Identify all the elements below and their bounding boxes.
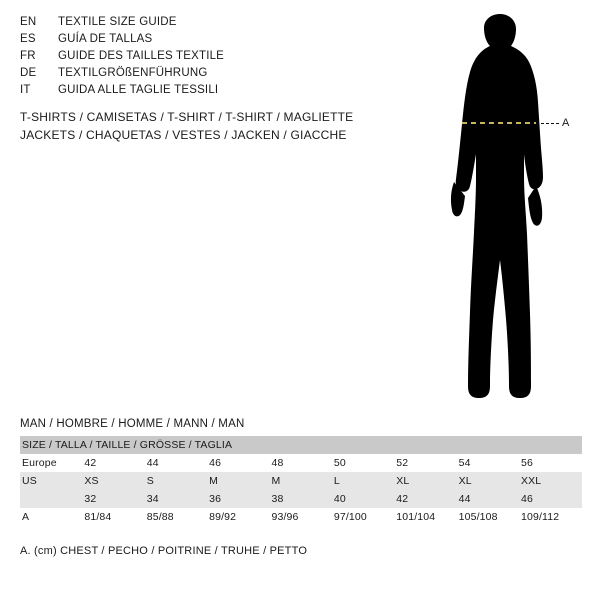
legend-row [20,84,380,101]
table-row [20,472,582,490]
cell: 52 [396,457,409,469]
legend-text: TEXTILGRÖßENFÜHRUNG [58,67,208,79]
legend-row [20,67,380,84]
legend-code: IT [20,84,31,96]
legend-text: GUÍA DE TALLAS [58,33,153,45]
cell: 42 [84,457,97,469]
cell: 105/108 [458,511,498,523]
legend-code: ES [20,33,36,45]
cell: M [209,475,219,487]
garment-categories [20,110,420,146]
cell: 54 [458,457,471,469]
cell: 38 [271,493,284,505]
category-line-tshirts: T-SHIRTS / CAMISETAS / T-SHIRT / T-SHIRT / MAGLIETTE [20,110,354,124]
cell: 81/84 [84,511,112,523]
cell: 46 [521,493,533,505]
body-figure [410,14,595,404]
measure-leader-line [541,123,559,124]
male-silhouette-icon [410,14,595,404]
cell: XXL [521,475,542,487]
cell: M [271,475,281,487]
cell: 89/92 [209,511,237,523]
cell: 34 [146,493,159,505]
cell: 56 [521,457,533,469]
legend-text: GUIDA ALLE TAGLIE TESSILI [58,84,219,96]
row-label: Europe [22,457,57,469]
cell: 48 [271,457,284,469]
legend-code: DE [20,67,37,79]
legend-text: GUIDE DES TAILLES TEXTILE [58,50,225,62]
cell: L [333,475,340,487]
legend-code: FR [20,50,36,62]
cell: 97/100 [333,511,367,523]
row-label [20,490,82,508]
cell: 46 [209,457,222,469]
cell: 36 [209,493,222,505]
table-row [20,508,582,526]
cell: XS [84,475,99,487]
cell: 101/104 [396,511,436,523]
size-table-section [20,418,582,526]
legend-code: EN [20,16,37,28]
cell: 109/112 [521,511,560,523]
legend-row [20,50,380,67]
cell: 32 [84,493,97,505]
cell: 42 [396,493,409,505]
cell: 44 [146,457,159,469]
row-label: A [22,511,30,523]
cell: S [146,475,154,487]
category-line-jackets: JACKETS / CHAQUETAS / VESTES / JACKEN / GIACCHE [20,128,347,142]
table-row [20,454,582,472]
table-header-row [20,436,582,454]
cell: 44 [458,493,471,505]
legend-text: TEXTILE SIZE GUIDE [58,16,177,28]
cell: 50 [333,457,346,469]
table-row [20,490,582,508]
table-header-label: SIZE / TALLA / TAILLE / GRÖSSE / TAGLIA [22,439,233,451]
size-table [20,436,582,526]
language-legend [20,16,380,101]
legend-row [20,16,380,33]
cell: XL [396,475,410,487]
cell: 93/96 [271,511,299,523]
row-label: US [22,475,37,487]
cell: XL [458,475,472,487]
legend-row [20,33,380,50]
measure-label-a: A [562,117,570,129]
cell: 40 [333,493,346,505]
footnote: A. (cm) CHEST / PECHO / POITRINE / TRUHE / PETTO [20,545,308,557]
cell: 85/88 [146,511,174,523]
table-title: MAN / HOMBRE / HOMME / MANN / MAN [20,418,245,430]
